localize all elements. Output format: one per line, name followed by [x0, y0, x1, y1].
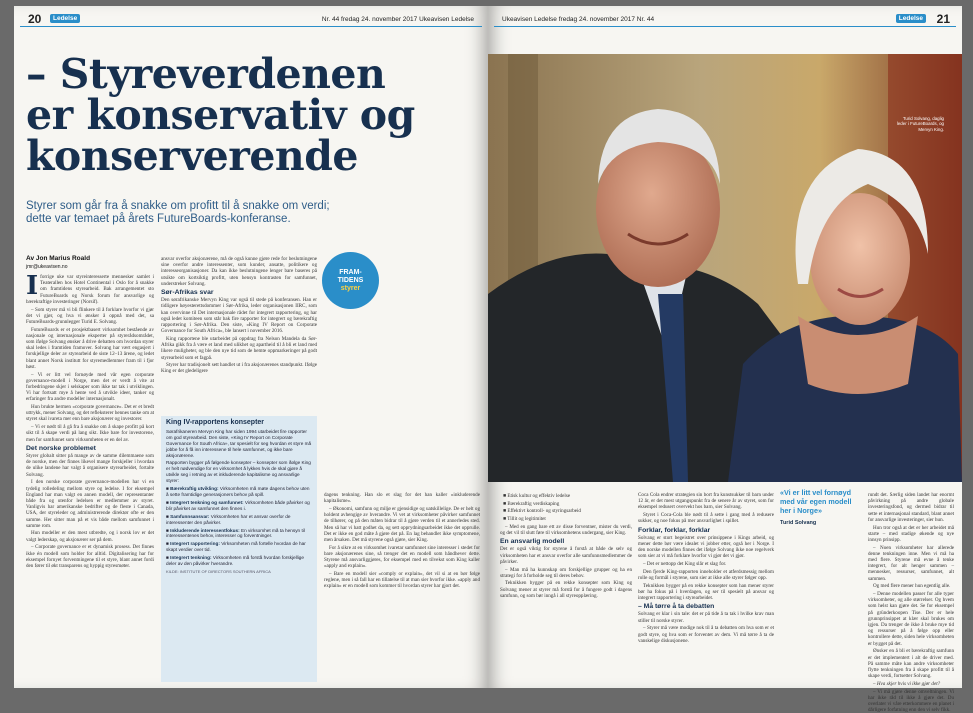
paragraph: For å sikre at en virksomhet ivaretar samfunnet sine interesser i stedet for bare aksjonærenes sine, så trenger det en modell som håndhever dette. Styrene må ansvarliggjøres, for eksempel med en tilvekst som King kaller «apply and explain».	[324, 544, 480, 570]
page-number: 20	[28, 12, 42, 26]
byline	[26, 255, 90, 271]
paragraph: Det er også viktig for styrene å forstå at både de selv og virksomheten har et ansvar overfor alle samfunnsmedlemmer de påvirker.	[500, 546, 632, 565]
header-rule	[494, 26, 956, 27]
list-item: ■ Etisk kultur og effektiv ledelse	[503, 493, 571, 499]
paragraph: dagens tenkning. Han slo et slag for det han kaller «inkluderende kapitalisme».	[324, 492, 480, 505]
headline-line-1: – Styreverdenen	[26, 50, 386, 98]
paragraph: Den sørafrikanske Mervyn King var også til stede på konferansen. Han er tidligere høyesterettsdommer i Sør-Afrika, leder organisasjonen IIRC, som kan overvinne til Det internasjonale rådet for integrert rapportering, og har også ledet komiteen som står bak fire rapporter for integrert og bærekraftig rapportering i Sør-Afrika. Den siste, «King IV Report on Corporate Governance for South Africa», ble lansert i november 2016.	[161, 297, 317, 335]
paragraph: Iforrige uke var styreinteresserte mennesker samlet i Teaterallen hos Hotel Continental i Oslo for å snakke om framtidens styrearbeid. Bak arrangementet sto FutureBoards og Norsk forum for ansvarlige og bærekraftige investeringer (Norsif).	[26, 271, 154, 305]
paragraph: I den norske corporate governance-modellen har vi en tydelig rolledeling mellom styre og ledelse. I for eksempel England har man valgt en annen modell, der representanter både fra og utenfor ledelsen er medlemmer av styret. Vanligvis har amerikanske bedrifter og de fleste i Canada, USA, der styreleder og administrerende direktør ofte er den samme. Her sitter man på et vis både mellom samfunnet i samme rom.	[26, 479, 154, 529]
paragraph: – Med en gang bare ett av disse forventner, mister du verdi, og det vil til slutt føre til virksomhetens undergang, sier King.	[500, 523, 632, 537]
paragraph: Styrer globalt sitter på mange av de samme dilemmaene som de norske, men der finnes likevel mange forskjeller i hvordan de ulike landene har valgt å organisere styrearbeidet, fortalte Solvang.	[26, 452, 154, 478]
page-number: 21	[936, 12, 950, 26]
issue-line: Nr. 44 fredag 24. november 2017 Ukeavisen Ledelse	[321, 16, 474, 23]
paragraph: – Corporate governance er et dynamisk prosess. Det finnes ikke én modell som holder for alltid. Digitalisering har for eksempel fornyet forventningene til et styre, blant annet fordi den fører til økt transparens og hyppig styresmøter.	[26, 544, 154, 569]
headline-line-2: er konservativ og	[26, 91, 415, 139]
list-item: ■ Effektivt kontroll- og styringsarbeid	[503, 508, 581, 515]
article-column-3	[868, 492, 954, 713]
paragraph: Og med flere mener hun egentlig alle.	[873, 583, 951, 590]
paragraph: – Man må ha kunnskap om forskjellige grupper og ha en strategi for å forholde seg til deres behov.	[500, 566, 632, 579]
byline-email: jmr@ukeavisen.no	[26, 264, 68, 270]
paragraph: Teknikken bygger på en rekke konsepter som King og Solvang mener at styrer må forstå for å fungere godt i dagens samfunn, og som bør inngå i all styreopplæring.	[500, 580, 632, 599]
king-iv-factbox	[161, 416, 317, 682]
factbox-paragraph: Sørafrikaneren Mervyn King har siden 1994 utarbeidet fire rapporter om god styrearbeid. Den siste, «King IV Report on Corporate Governance for South Africa», tar spesielt for seg hvordan et styre må jobbe for å få inn interessene til hele samfunnet, og ikke bare aksjonærene.	[166, 428, 312, 458]
right-page	[488, 6, 962, 713]
list-item: ■ Tillit og legitimitet	[503, 516, 546, 523]
factbox-item: ■ Integrert tenkning: Virksomheten må forstå hvordan forskjellige deler av den påvirker hverandre.	[166, 555, 304, 567]
header-rule	[20, 26, 482, 27]
paragraph: Hun modeller er den mest utbredte, og i norsk lov er det valgt lederskap, og aksjonærer ser på dem.	[26, 530, 154, 543]
paragraph: Styret i Coca-Cola ble nødt til å sette i gang med å redusere sukker, og noe fokus på mer ansvarlighet i spillet.	[638, 512, 774, 525]
badge-line-1: FRAM-	[339, 268, 362, 276]
paragraph: ansvar overfor aksjonærene, må de også kunne gjøre rede for beslutningene sine overfor andre interessenter, som kunder, ansatte, politikere og interesseorganisasjoner. Da kan ikke beslutningene lenger bare baseres på utsikte om kortsiktig profitt, uten hensyn kontrasten for samfunnet, understreker Solvang.	[161, 256, 317, 287]
paragraph: – Som styrer må vi bli flinkere til å forklare hvorfor vi gjør det vi gjør, og hva vi ønsker å oppnå med det, sa FutureBoards-grunnlegger Turid E. Solvang.	[26, 306, 154, 325]
article-column-1	[26, 271, 155, 684]
framtidens-styrer-badge	[322, 252, 379, 309]
subheading: Styrer som går fra å snakke om profitt til å snakke om verdi; dette var temaet på årets FutureBoards-konferanse.	[26, 200, 330, 225]
factbox-item: ■ Bærekraftig utvikling: Virksomheten må møte dagens behov uten å sette framtidige generasjoners behov på spill.	[166, 486, 310, 497]
byline-author: Av Jon Marius Roald	[26, 255, 91, 262]
badge-line-2: TIDENS	[337, 276, 364, 284]
paragraph: Hun brukte hermen «corporate governance». Det er et bredt uttrykk, mener Solvang, og det refleksterer hennes tanke om at styret skal ivareta mer enn bare aksjonærer og investorer.	[26, 404, 155, 423]
paragraph: Hun tror også at det er her arbeidet må starte – med stadige økende og nye innsyn prinsipp.	[868, 524, 954, 543]
paragraph: – Vi må gjøre denne omveltningen. Vi har ikke råd til ikke å gjøre det. Du overlater vi våre etterkommere en planet i dårligere forfatning enn den vi selv fikk.	[868, 688, 954, 713]
paragraph: – Hva skjer hvis vi ikke gjør det?	[873, 680, 941, 687]
paragraph: FutureBoards er et prosjektbasert virksomhet bestående av nasjonale og internasjonale eksperter på styrerådsområdet, som ifølge Solvang ønsker å drive debatten om hvordan styrer skal ledes i framtiden framover. Solvang har vært engasjert i forskjellige deler av styrearbeid de siste 12–13 årene, og ledet blant annet Norsk institutt for styremedlemmer fram til i fjor høst.	[26, 326, 154, 370]
portrait-illustration	[488, 54, 962, 482]
list-item: ■ Bærekraftig verdiskaping	[503, 500, 560, 507]
headline	[26, 50, 478, 180]
paragraph: – Økonomi, samfunn og miljø er gjensidige og uatskillelige. De er helt og holdent avhengige av hverandre. Vi vet at virksomheter påvirker samfunnet de tilhører, og på den måten bidrar til å gjøre verden til et annerledes sted. Men så har vi hatt godhet da, og sett opprydningsarbeidet ikke det opprulle. Det er ikke en god måte å gjøre det på. En lag behandlet ikke symptomene, men årsaken. Det må styrene også gjøre, sier King.	[324, 505, 480, 543]
factbox-source: KILDE: INSTITUTE OF DIRECTORS SOUTHERN AFRICA	[166, 568, 271, 574]
subhead: – Må tørre å ta debatten	[638, 603, 715, 611]
paragraph: Coca Cola endrer strategien sin bort fra kunstsukker til barn under 12 år, er det mest utgangspunkt fra de senere år av styret, som for eksempel redusert overvekt hos barn, sier Solvang.	[638, 492, 774, 511]
paragraph: Ønsker en å bli et bærekraftig samfunn er det implementert i alt de driver med. På samme måte kan andre virksomheter flytte tenkningen fra å skape profitt til å skape verdi, fortsetter Solvang.	[868, 648, 954, 680]
paragraph: – Noen virksomheter har allerede denne tenkningen inne. Men vi må ha med flere. Styrene må evne å tenke integrert, for alt henger sammen – mennesker, ressurser, samfunnet, alt sammen.	[868, 544, 954, 582]
section-badge: Ledelse	[896, 14, 926, 23]
paragraph: – Det er nettopp det King slår et slag for.	[643, 561, 727, 568]
factbox-item: ■ Inkluderende interessentfokus: En virksomhet må ta hensyn til interessentenes behov, interesser og forventninger.	[166, 527, 305, 539]
paragraph: rundt det. Særlig siden landet har enormt påvirkning på andre globale investeringsfond, og dermed bidrar til sette et internasjonal standard, blant annet for ansvarlige investeringer, sier hun.	[868, 492, 954, 523]
headline-line-3: konserverende	[26, 132, 358, 180]
subhead: En ansvarlig modell	[500, 538, 565, 546]
paragraph: – Vi er litt vel fornøyde med vår egen corporate governance-modell i Norge, men det er verdt å vite at forbedringene skjer i selskaper som ikke tar tak i utviklingen. Vi har fortsatt mye å hente ved å utvikle ideer, tanker og erfaringer fra andre modeller internasjonalt.	[26, 371, 154, 403]
left-page	[14, 6, 488, 688]
factbox-title: King IV-rapportens konsepter	[166, 419, 265, 426]
paragraph: – Denne modellen passer for alle typer virksomheter, og alle størrelser. Og hvem som helst kan gjøre det. Se for eksempel på gründerkoopen Tise. Der er hele grunnprinsippet at klær skal brukes om igjen. Da trenger de ikke å bruke mye tid og ressurser på å følge opp eller kontrollere dette, siden hele virksomheten er bygget på det.	[868, 591, 954, 647]
subhead: Sør-Afrikas svar	[161, 289, 214, 297]
factbox-item: ■ Integrert tenkning og samfunnet: Virksomheten både påvirker og blir påvirket av samfunnet den finnes i.	[166, 499, 310, 511]
photo-caption: Turid Solvang, daglig leder i FutureBoards, og Mervyn King.	[896, 116, 944, 132]
pull-quote	[780, 488, 864, 528]
paragraph: Teknikken bygger på en rekke konsepter som han mener styrer bør ha fokus på i hverdagen, og ser til spesielt på ansvar og integrert rapportering i styrearbeidet.	[638, 582, 774, 602]
paragraph: Solvang er stort begeistret over prinsippene i Kings arbeid, og mener dette bør være idealet vi jobber etter, også her i Norge. I den norske modellen finnes det ifølge Solvang ikke noe regelverk som sier at vi må forklare hvorfor vi gjør det vi gjør.	[638, 534, 774, 560]
section-badge: Ledelse	[50, 14, 80, 23]
paragraph: – Styrer må være modige nok til å ta debatten om hva som er et godt styre, og hva som er forventet av dem. Vi må tørre å ta de vanskelige diskusjonene.	[638, 625, 774, 644]
paragraph: Styrer har tradisjonelt sett handlet ut i fra aksjonærenes standpunkt. Ifølge King er det gledeligere	[161, 362, 317, 375]
subhead: Det norske problemet	[26, 444, 96, 452]
article-column-3	[324, 492, 480, 684]
issue-line: Ukeavisen Ledelse fredag 24. november 2017 Nr. 44	[502, 16, 655, 23]
paragraph: – Bare en modell sier «comply or explain», det vil si at en bør følge reglene, men i så fall har en tillatelse til at man sier hvorfor ikke. «apply and explain» er en modell som kommer til hvordan styrer har gjort det.	[324, 570, 480, 590]
portrait-photo	[488, 54, 962, 482]
article-column-1	[500, 492, 632, 684]
paragraph: – Vi er nødt til å gå fra å snakke om å skape profitt på kort sikt til å skape verdi på lang sikt. Ikke bare for investorene, men for samfunnet som virksomheten er en del av.	[26, 424, 154, 443]
drop-cap: I	[26, 271, 39, 301]
subhead: Forklar, forklar, forklar	[638, 526, 711, 534]
factbox-item: ■ Samfunnsansvar: Virksomheten har et ansvar overfor de interessenter den påvirker.	[166, 513, 291, 525]
factbox-item: ■ Integrert rapportering: Virksomheten må fortelle hvordan de har skapt verdier over tid.	[166, 541, 306, 553]
badge-line-3: styrer	[340, 284, 361, 292]
article-column-2	[638, 492, 774, 684]
paragraph: Solvang er klar i sin tale: det er på tide å ta tak i hvilke krav man stiller til norske styrer.	[638, 611, 774, 624]
pull-quote-attribution: Turid Solvang	[780, 520, 817, 526]
paragraph: Den fjerde King-rapporten inneholder et atferdsmessig mellom rolle og formål i styrene, som sier at ikke alle styrer følger opp.	[638, 568, 774, 581]
paragraph: King rapportene ble utarbeidet på oppdrag fra Nelson Mandela da Sør-Afrika gikk fra å være et land med ulikhet og apartheid til å bli et land med likere muligheter, og ble den nye tid som de hemte oppmarkeringer på godt styrearbeid som et fagpå.	[161, 335, 317, 361]
pull-quote-text: «Vi er litt vel fornøyd med vår egen modell her i Norge»	[780, 488, 852, 515]
article-column-2-top	[161, 256, 317, 412]
factbox-paragraph: Rapporten bygger på følgende konsepter – konsepter som ifølge King er helt nødvendige for en virksomhet å lykkes hvis de skal gjøre å utvikle seg i retning av et inkluderende kapitalisme og ansvarlige styrer:	[166, 460, 311, 484]
